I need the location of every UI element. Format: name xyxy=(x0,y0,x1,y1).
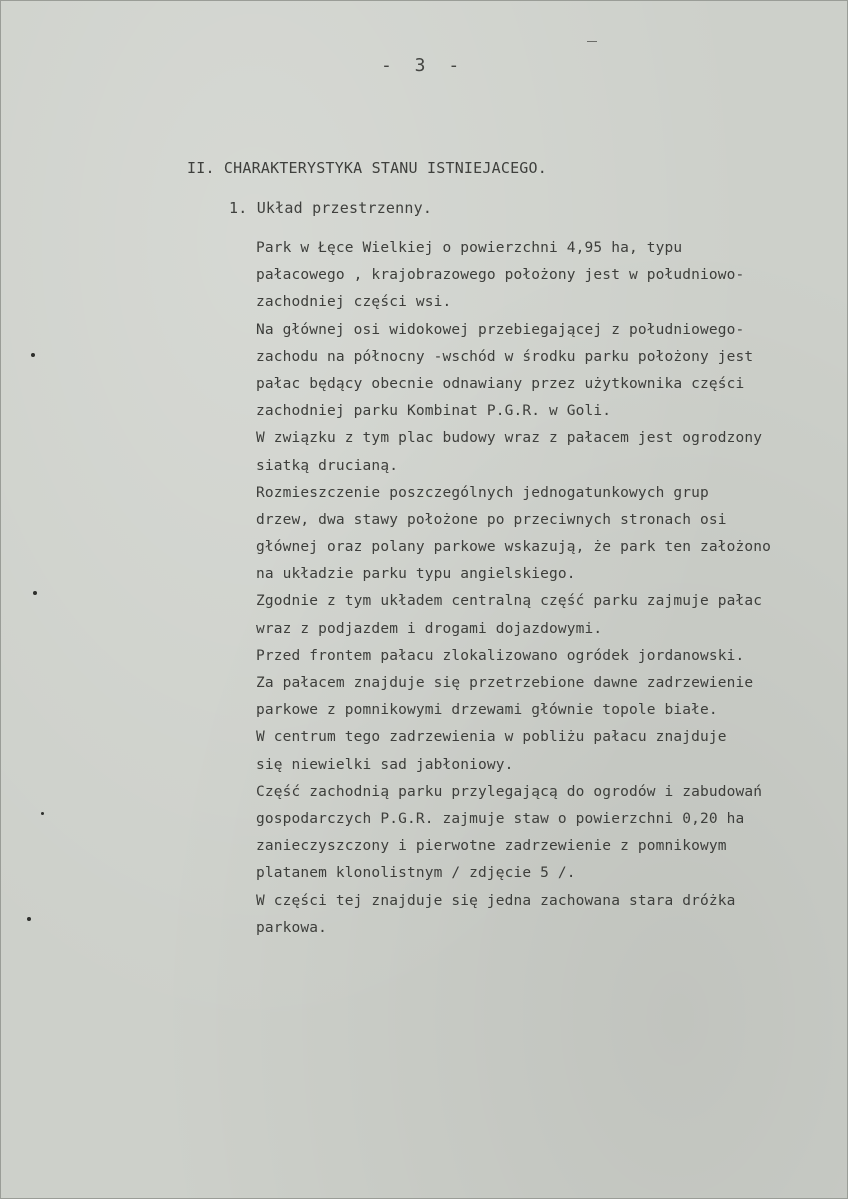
body-line: zanieczyszczony i pierwotne zadrzewienie z pomnikowym xyxy=(256,838,727,855)
subsection-heading: 1. Układ przestrzenny. xyxy=(229,199,433,217)
paper-mark xyxy=(587,41,597,42)
body-line: W związku z tym plac budowy wraz z pałacem jest ogrodzony xyxy=(256,430,763,447)
body-line: siatką drucianą. xyxy=(256,457,399,474)
body-line: zachodniej parku Kombinat P.G.R. w Goli. xyxy=(256,403,612,420)
body-line: Zgodnie z tym układem centralną część parku zajmuje pałac xyxy=(256,593,763,610)
body-line: pałacowego , krajobrazowego położony jest w południowo- xyxy=(256,267,745,284)
page-number: - 3 - xyxy=(381,55,466,76)
margin-dot xyxy=(31,353,35,357)
body-line: Na głównej osi widokowej przebiegającej z południowego- xyxy=(256,321,745,338)
section-heading: II. CHARAKTERYSTYKA STANU ISTNIEJACEGO. xyxy=(187,159,547,177)
margin-dot xyxy=(41,812,44,815)
body-line: głównej oraz polany parkowe wskazują, że park ten założono xyxy=(256,539,772,556)
body-line: platanem klonolistnym / zdjęcie 5 /. xyxy=(256,865,576,882)
margin-dot xyxy=(33,591,37,595)
body-line: zachodniej części wsi. xyxy=(256,294,452,311)
body-line: wraz z podjazdem i drogami dojazdowymi. xyxy=(256,620,603,637)
body-line: Rozmieszczenie poszczególnych jednogatunkowych grup xyxy=(256,484,709,501)
body-line: W centrum tego zadrzewienia w pobliżu pałacu znajduje xyxy=(256,729,727,746)
body-line: pałac będący obecnie odnawiany przez użytkownika części xyxy=(256,375,745,392)
body-line: się niewielki sad jabłoniowy. xyxy=(256,756,514,773)
body-line: drzew, dwa stawy położone po przeciwnych stronach osi xyxy=(256,511,727,528)
body-text xyxy=(256,235,836,942)
body-line: W części tej znajduje się jedna zachowana stara dróżka xyxy=(256,892,736,909)
body-line: Za pałacem znajduje się przetrzebione dawne zadrzewienie xyxy=(256,675,754,691)
body-line: Park w Łęce Wielkiej o powierzchni 4,95 ha, typu xyxy=(256,240,683,256)
body-line: parkowa. xyxy=(256,919,328,936)
margin-dot xyxy=(27,917,31,921)
body-line: zachodu na północny -wschód w środku parku położony jest xyxy=(256,348,754,365)
body-line: Przed frontem pałacu zlokalizowano ogródek jordanowski. xyxy=(256,647,745,664)
body-line: na układzie parku typu angielskiego. xyxy=(256,566,576,583)
body-line: Część zachodnią parku przylegającą do ogrodów i zabudowań xyxy=(256,783,763,800)
body-line: gospodarczych P.G.R. zajmuje staw o powierzchni 0,20 ha xyxy=(256,810,745,827)
body-line: parkowe z pomnikowymi drzewami głównie topole białe. xyxy=(256,702,718,719)
